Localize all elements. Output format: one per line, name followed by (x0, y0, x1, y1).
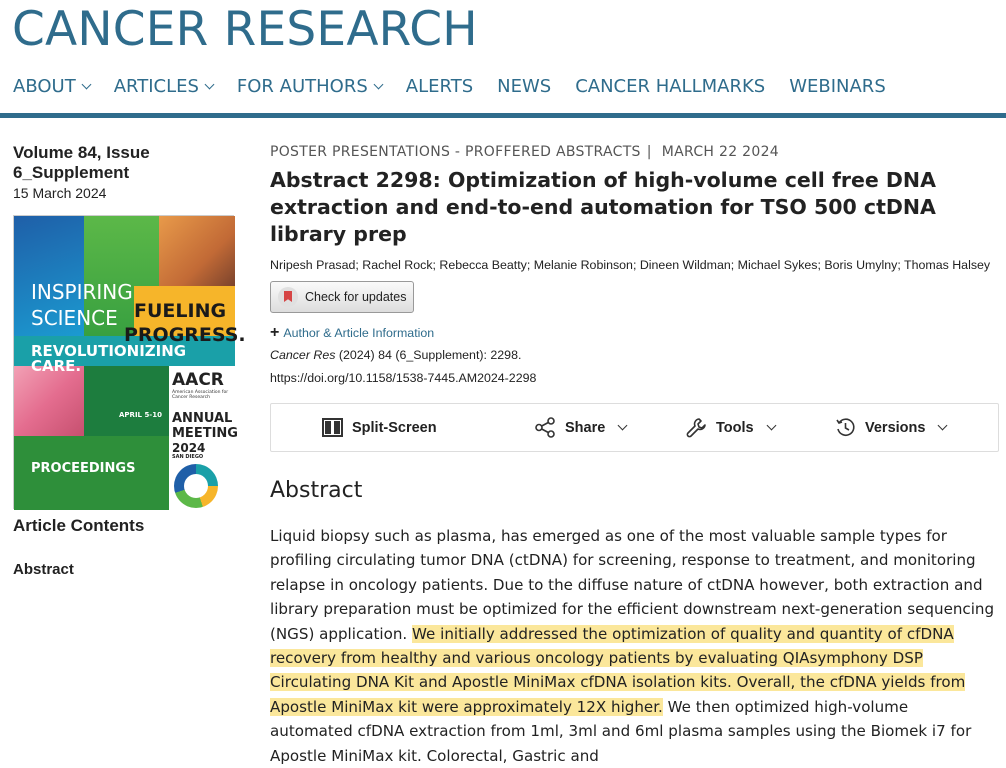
chevron-down-icon (373, 80, 383, 90)
plus-icon: + (270, 324, 280, 341)
cover-year: 2024 (172, 441, 206, 455)
split-screen-label: Split-Screen (352, 419, 437, 436)
versions-button[interactable] (835, 417, 946, 438)
tools-label: Tools (716, 419, 754, 436)
abstract-text (270, 524, 995, 768)
article-section[interactable]: POSTER PRESENTATIONS - PROFFERED ABSTRACTS (270, 144, 641, 160)
nav-cancer-hallmarks[interactable] (575, 76, 765, 97)
bookmark-icon (278, 287, 298, 307)
cover-meeting1: ANNUAL (172, 411, 233, 426)
chevron-down-icon (204, 80, 214, 90)
article-kicker (270, 144, 1000, 160)
abstract-part1: Liquid biopsy such as plasma, has emerged as one of the most valuable sample types for profiling circulating tumor DNA (ctDNA) for screening, response to treatment, and monitoring relapse in oncology patients. Due to the diffuse nature of ctDNA however, both extraction and library preparation must be optimized for the efficient downstream next-generation sequencing (NGS) application. (270, 527, 995, 643)
share-label: Share (565, 419, 606, 436)
kicker-separator: | (646, 144, 652, 160)
cover-bg-child-photo (14, 366, 84, 436)
main-nav (13, 76, 910, 97)
tools-button[interactable] (686, 417, 775, 438)
abstract-part2: We then optimized high-volume automated cfDNA extraction from 1ml, 3ml and 6ml plasma samples using the Biomek i7 for Apostle MiniMax kit. Colorectal, Gastric and (270, 697, 972, 765)
cover-city: SAN DIEGO (172, 454, 204, 460)
nav-webinars[interactable] (789, 76, 886, 97)
cover-ring-hole (184, 474, 208, 498)
citation-details: (2024) 84 (6_Supplement): 2298. (335, 348, 522, 362)
history-icon (835, 417, 856, 438)
citation-journal: Cancer Res (270, 348, 336, 362)
split-screen-icon (322, 418, 343, 437)
article-toolbar (270, 403, 999, 452)
cover-org: AACR (172, 370, 224, 390)
article-main (270, 144, 1000, 768)
nav-articles-label: ARTICLES (113, 76, 199, 97)
wrench-icon (686, 417, 707, 438)
issue-date: 15 March 2024 (13, 185, 107, 201)
contents-item-abstract[interactable]: Abstract (13, 561, 74, 578)
chevron-down-icon (766, 421, 776, 431)
citation (270, 348, 1000, 362)
abstract-highlight: We initially addressed the optimization of quality and quantity of cfDNA recovery from healthy and various oncology patients by evaluating QIAsymphony DSP Circulating DNA Kit and Apostle MiniMax cfDNA isolation kits. Overall, the cfDNA yields from Apostle MiniMax kit were approximately 12X higher. (270, 624, 966, 716)
article-title: Abstract 2298: Optimization of high-volume cell free DNA extraction and end-to-end automation for TSO 500 ctDNA library prep (270, 168, 936, 246)
abstract-heading: Abstract (270, 478, 363, 503)
share-icon (535, 417, 556, 438)
article-contents-heading: Article Contents (13, 516, 145, 535)
nav-for-authors[interactable] (237, 76, 382, 97)
share-button[interactable] (535, 417, 626, 438)
check-for-updates-label: Check for updates (305, 290, 407, 304)
check-for-updates-button[interactable] (270, 281, 414, 313)
cover-line2: SCIENCE (31, 306, 118, 330)
author-article-info[interactable] (270, 325, 1000, 341)
nav-alerts[interactable] (406, 76, 473, 97)
article-authors[interactable]: Nripesh Prasad; Rachel Rock; Rebecca Beatty; Melanie Robinson; Dineen Wildman; Michael Sykes; Boris Umylny; Thomas Halsey (270, 258, 991, 272)
cover-meeting2: MEETING (172, 426, 238, 441)
nav-about-label: ABOUT (13, 76, 76, 97)
split-screen-button[interactable] (322, 418, 437, 437)
nav-about[interactable] (13, 76, 90, 97)
issue-volume[interactable]: Volume 84, Issue 6_Supplement (13, 143, 150, 182)
cover-org-sub: American Association for Cancer Research (172, 390, 229, 400)
nav-for-authors-label: FOR AUTHORS (236, 76, 368, 97)
chevron-down-icon (81, 80, 91, 90)
nav-alerts-label: ALERTS (405, 76, 474, 97)
journal-brand[interactable]: CANCER RESEARCH (12, 2, 478, 57)
doi-link[interactable]: https://doi.org/10.1158/1538-7445.AM2024-2298 (270, 371, 537, 385)
cover-proceedings: PROCEEDINGS (31, 461, 136, 476)
cover-line5: REVOLUTIONIZING CARE. (31, 342, 187, 375)
nav-webinars-label: WEBINARS (789, 76, 886, 97)
article-date: MARCH 22 2024 (661, 144, 779, 160)
nav-news-label: NEWS (497, 76, 552, 97)
cover-line4: PROGRESS. (124, 324, 246, 346)
versions-label: Versions (865, 419, 926, 436)
cover-dates: APRIL 5-10 (119, 411, 162, 419)
author-article-info-link[interactable]: Author & Article Information (283, 326, 435, 340)
nav-articles[interactable] (114, 76, 213, 97)
nav-cancer-hallmarks-label: CANCER HALLMARKS (575, 76, 766, 97)
header-rule (0, 113, 1006, 118)
sidebar (13, 143, 246, 578)
chevron-down-icon (618, 421, 628, 431)
nav-news[interactable] (497, 76, 551, 97)
cover-line1: INSPIRING (31, 280, 133, 304)
cover-bg-green-mid (84, 366, 169, 436)
cover-line3: FUELING (134, 300, 227, 322)
chevron-down-icon (938, 421, 948, 431)
issue-cover-image[interactable] (13, 215, 246, 509)
